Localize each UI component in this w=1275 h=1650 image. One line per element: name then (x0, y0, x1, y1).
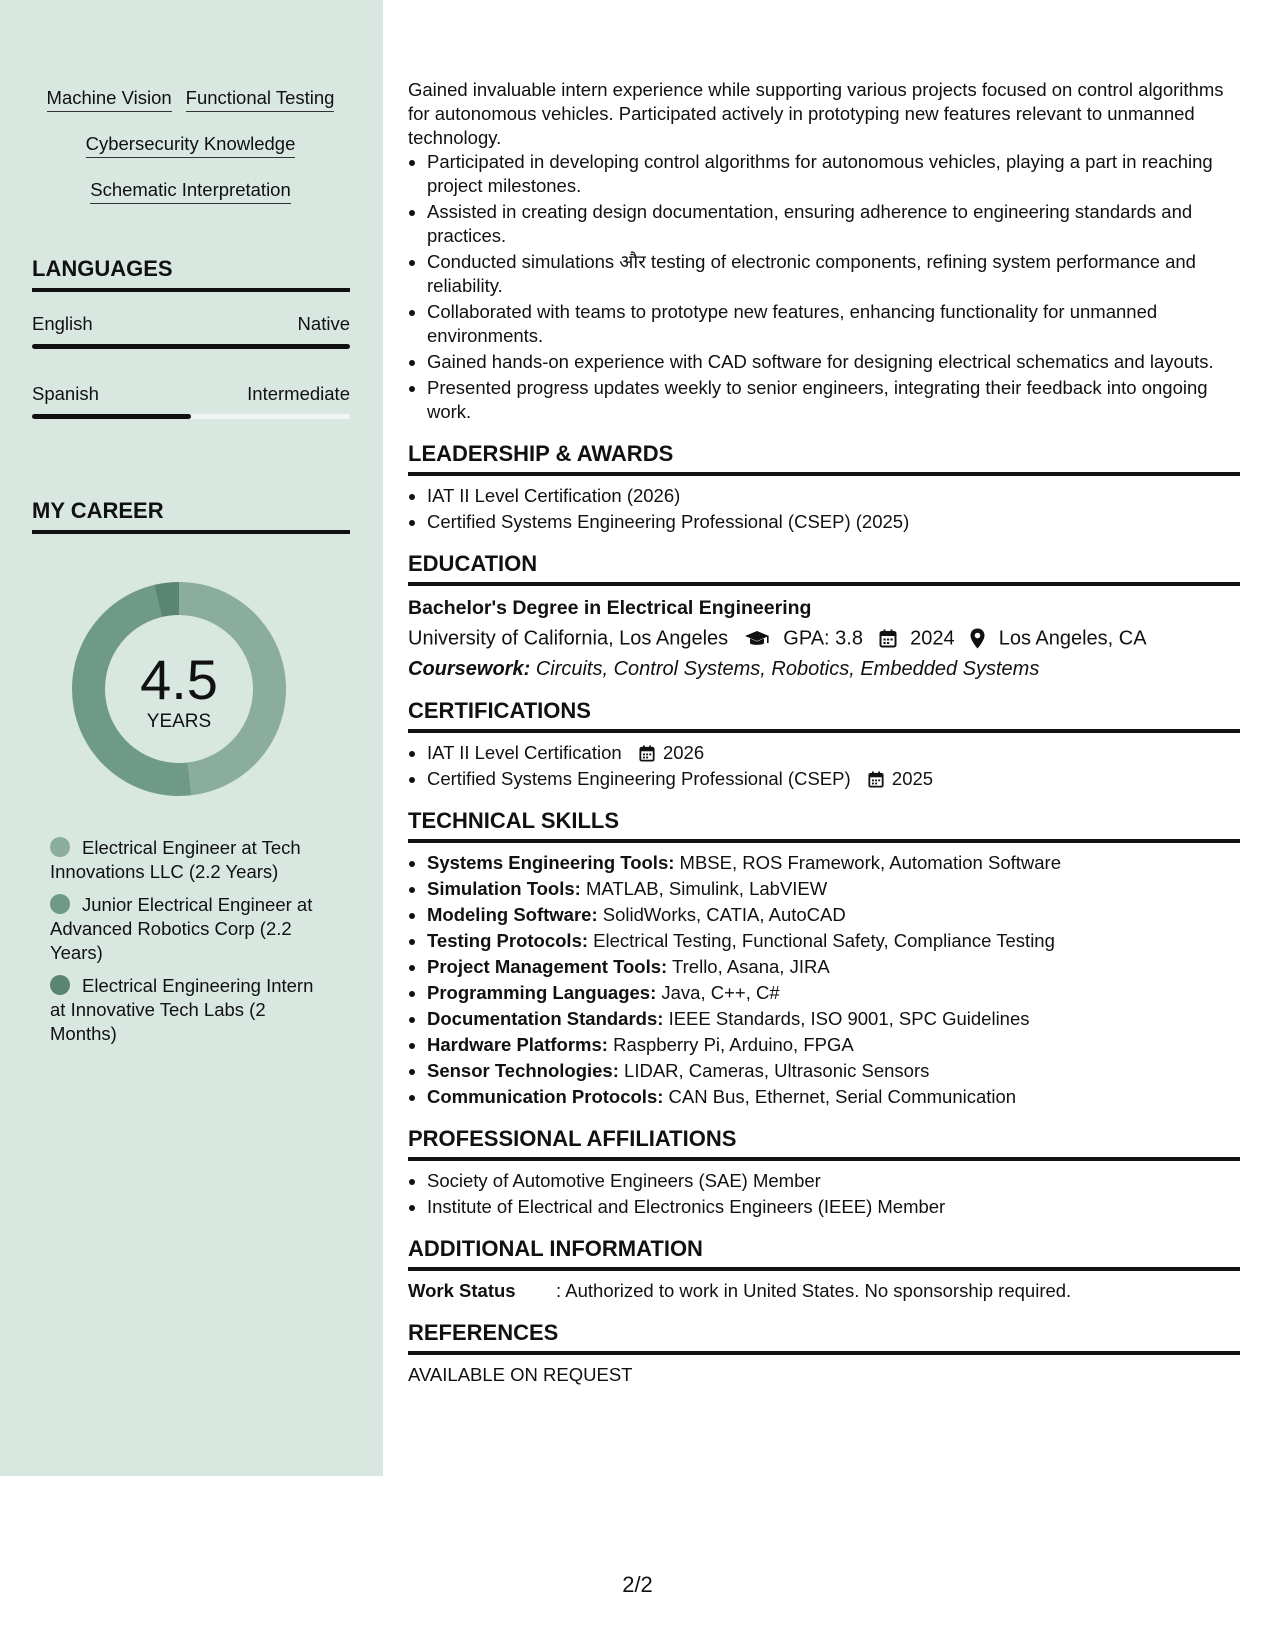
references-heading: REFERENCES (408, 1321, 1240, 1355)
experience-bullet: • Assisted in creating design documentation, ensuring adherence to engineering standards and practices. (427, 200, 1240, 248)
legend-dot (50, 975, 70, 995)
certification-item (427, 767, 1240, 791)
coursework-list: Circuits, Control Systems, Robotics, Embedded Systems (535, 657, 1040, 680)
calendar-icon (868, 771, 884, 788)
skill-value: MATLAB, Simulink, LabVIEW (585, 877, 828, 899)
education-heading: EDUCATION (408, 552, 1240, 586)
skill-item (427, 1033, 1240, 1057)
degree-title: Bachelor's Degree in Electrical Engineering (408, 597, 812, 619)
skill-label: Testing Protocols: (427, 929, 589, 951)
legend-dot (50, 837, 70, 857)
skill-tag: Functional Testing (186, 86, 335, 112)
certifications-heading: CERTIFICATIONS (408, 699, 1240, 733)
skill-tag: Schematic Interpretation (90, 178, 291, 204)
skill-label: Project Management Tools: (427, 955, 668, 977)
skill-item (427, 851, 1240, 875)
skill-value: CAN Bus, Ethernet, Serial Communication (668, 1085, 1017, 1107)
language-level: Intermediate (247, 383, 350, 404)
certification-item (427, 741, 1240, 765)
career-item (50, 836, 330, 884)
career-unit: YEARS (146, 711, 212, 732)
language-level: Native (297, 313, 350, 334)
graduation-year: 2024 (910, 627, 955, 650)
skill-value: Electrical Testing, Functional Safety, Compliance Testing (593, 929, 1055, 951)
experience-bullets (408, 150, 1240, 424)
leadership-heading: LEADERSHIP & AWARDS (408, 442, 1240, 476)
skill-value: MBSE, ROS Framework, Automation Software (679, 851, 1061, 873)
sidebar (0, 0, 383, 1476)
technical-skills-heading: TECHNICAL SKILLS (408, 809, 1240, 843)
work-status-value: : Authorized to work in United States. No sponsorship required. (556, 1279, 1072, 1301)
career-item-label: Electrical Engineering Intern at Innovative Tech Labs (2 Months) (50, 975, 314, 1044)
certification-year: 2025 (891, 767, 934, 789)
skill-item (427, 1007, 1240, 1031)
work-status-row (408, 1279, 1240, 1303)
calendar-icon (639, 745, 655, 762)
gpa: GPA: 3.8 (783, 627, 863, 650)
skill-item (427, 1085, 1240, 1109)
location-pin-icon (970, 628, 985, 649)
career-donut-chart (64, 574, 294, 804)
experience-bullet: • Participated in developing control algorithms for autonomous vehicles, playing a part in reaching project milestones. (427, 150, 1240, 198)
leadership-list (408, 484, 1240, 534)
skill-value: Java, C++, C# (661, 981, 780, 1003)
skill-label: Documentation Standards: (427, 1007, 664, 1029)
calendar-icon (879, 629, 897, 648)
career-total: 4.5 (140, 648, 218, 711)
skill-value: LIDAR, Cameras, Ultrasonic Sensors (624, 1059, 930, 1081)
skill-value: Trello, Asana, JIRA (672, 955, 830, 977)
career-list (50, 836, 330, 1055)
language-name: English (32, 313, 93, 334)
skill-value: Raspberry Pi, Arduino, FPGA (613, 1033, 854, 1055)
skill-item (427, 1059, 1240, 1083)
leadership-item: • Certified Systems Engineering Professional (CSEP) (2025) (427, 510, 1240, 534)
certification-name: IAT II Level Certification (427, 741, 622, 763)
career-item-label: Junior Electrical Engineer at Advanced Robotics Corp (2.2 Years) (50, 894, 313, 963)
certification-name: Certified Systems Engineering Professional (CSEP) (427, 767, 851, 789)
skill-item (427, 929, 1240, 953)
language-name: Spanish (32, 383, 99, 404)
affiliation-item: • Institute of Electrical and Electronics Engineers (IEEE) Member (427, 1195, 1240, 1219)
school-location: Los Angeles, CA (998, 627, 1147, 650)
experience-bullet: • Collaborated with teams to prototype new features, enhancing functionality for unmanned environments. (427, 300, 1240, 348)
language-bar (32, 344, 350, 349)
skill-item (427, 877, 1240, 901)
school-name: University of California, Los Angeles (408, 627, 729, 650)
graduation-cap-icon (744, 630, 770, 648)
experience-intro: Gained invaluable intern experience while supporting various projects focused on control algorithms for autonomous vehicles. Participated actively in prototyping new features relevant to unmanned technology. (408, 79, 1224, 148)
skill-label: Systems Engineering Tools: (427, 851, 675, 873)
career-item (50, 974, 330, 1046)
skill-tag: Machine Vision (47, 86, 172, 112)
languages-heading: LANGUAGES (32, 256, 350, 292)
main-content (408, 78, 1240, 1387)
skill-label: Programming Languages: (427, 981, 657, 1003)
leadership-item: • IAT II Level Certification (2026) (427, 484, 1240, 508)
skill-label: Hardware Platforms: (427, 1033, 608, 1055)
work-status-label: Work Status (408, 1279, 516, 1301)
affiliation-item: • Society of Automotive Engineers (SAE) Member (427, 1169, 1240, 1193)
education-details (408, 626, 1240, 651)
skill-item (427, 903, 1240, 927)
skill-label: Modeling Software: (427, 903, 598, 925)
experience-bullet: • Presented progress updates weekly to senior engineers, integrating their feedback into ongoing work. (427, 376, 1240, 424)
skill-label: Simulation Tools: (427, 877, 581, 899)
language-bar-fill (32, 344, 350, 349)
affiliations-heading: PROFESSIONAL AFFILIATIONS (408, 1127, 1240, 1161)
skill-label: Sensor Technologies: (427, 1059, 619, 1081)
additional-info-heading: ADDITIONAL INFORMATION (408, 1237, 1240, 1271)
skill-item (427, 955, 1240, 979)
skill-item (427, 981, 1240, 1005)
skill-value: IEEE Standards, ISO 9001, SPC Guidelines (668, 1007, 1030, 1029)
language-bar-fill (32, 414, 191, 419)
coursework-label: Coursework: (408, 657, 531, 680)
affiliations-list (408, 1169, 1240, 1219)
language-row (32, 383, 350, 405)
experience-bullet: • Gained hands-on experience with CAD software for designing electrical schematics and layouts. (427, 350, 1240, 374)
language-bar (32, 414, 350, 419)
technical-skills-list (408, 851, 1240, 1109)
experience-bullet: • Conducted simulations और testing of electronic components, refining system performance and reliability. (427, 250, 1240, 298)
career-heading: MY CAREER (32, 498, 350, 534)
certification-year: 2026 (662, 741, 705, 763)
career-item-label: Electrical Engineer at Tech Innovations LLC (2.2 Years) (50, 837, 301, 882)
skill-value: SolidWorks, CATIA, AutoCAD (602, 903, 846, 925)
certifications-list (408, 741, 1240, 791)
language-row (32, 313, 350, 335)
page-number: 2/2 (622, 1572, 653, 1597)
skill-tag: Cybersecurity Knowledge (86, 132, 296, 158)
legend-dot (50, 894, 70, 914)
skill-tags (30, 86, 351, 224)
skill-label: Communication Protocols: (427, 1085, 664, 1107)
career-item (50, 893, 330, 965)
coursework (408, 657, 1240, 681)
references-text: AVAILABLE ON REQUEST (408, 1363, 633, 1385)
